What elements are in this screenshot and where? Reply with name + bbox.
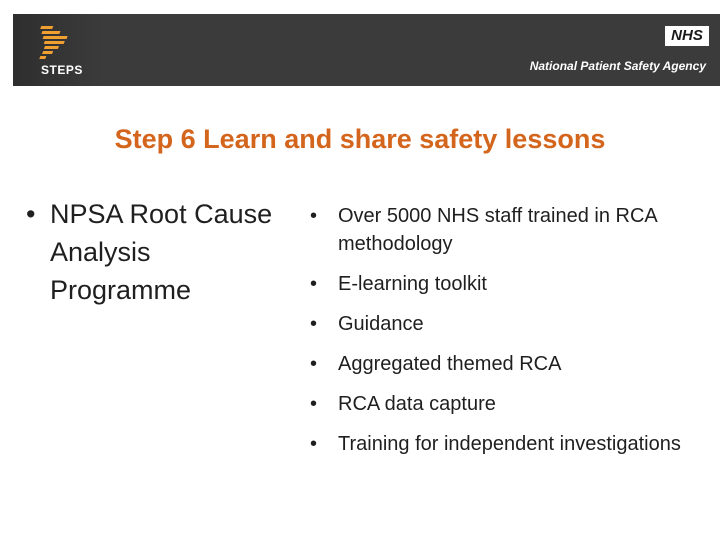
bullet-text: E-learning toolkit	[338, 273, 487, 295]
list-item	[310, 390, 710, 418]
left-bullet-list	[26, 195, 286, 309]
slide-title: Step 6 Learn and share safety lessons	[114, 124, 606, 154]
bullet-icon: •	[310, 205, 318, 227]
list-item	[310, 202, 710, 258]
bullet-icon: •	[310, 393, 318, 415]
bullet-text: NPSA Root Cause Analysis Programme	[50, 199, 273, 305]
header-bar	[13, 14, 720, 86]
agency-name: National Patient Safety Agency	[529, 59, 706, 73]
steps-logo-text: STEPS	[41, 63, 83, 77]
nhs-logo: NHS	[665, 26, 709, 46]
list-item	[26, 195, 286, 309]
bullet-icon: •	[310, 433, 318, 455]
bullet-icon: •	[310, 313, 318, 335]
bullet-text: RCA data capture	[338, 393, 496, 415]
bullet-icon: •	[310, 273, 318, 295]
list-item	[310, 430, 710, 458]
list-item	[310, 310, 710, 338]
bullet-text: Aggregated themed RCA	[338, 353, 562, 375]
bullet-text: Guidance	[338, 313, 424, 335]
bullet-text: Training for independent investigations	[338, 433, 681, 455]
list-item	[310, 270, 710, 298]
bullet-icon: •	[26, 199, 36, 229]
bullet-text: Over 5000 NHS staff trained in RCA methodology	[338, 205, 657, 255]
list-item	[310, 350, 710, 378]
bullet-icon: •	[310, 353, 318, 375]
right-bullet-list	[310, 202, 710, 470]
